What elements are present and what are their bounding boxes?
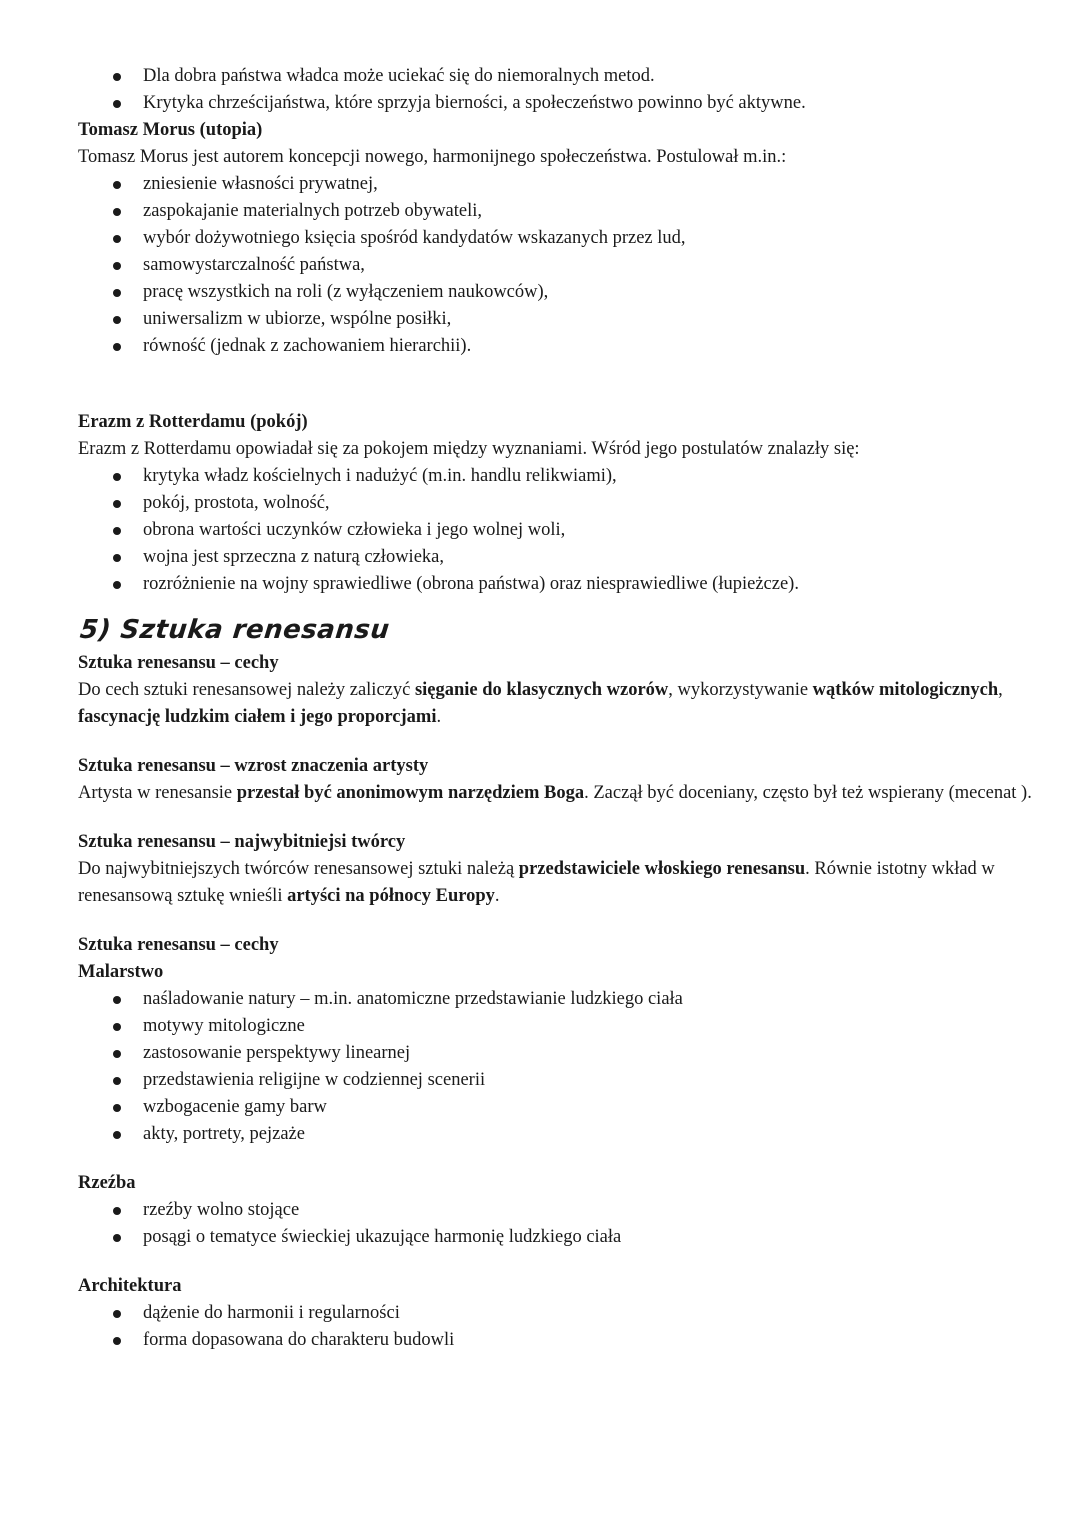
architektura-list (78, 1300, 1038, 1354)
erazm-list (78, 463, 1038, 598)
document-page (78, 63, 1038, 1354)
list-item: akty, portrety, pejzaże (78, 1121, 1038, 1148)
machiavelli-list (78, 63, 1038, 117)
list-item: pracę wszystkich na roli (z wyłączeniem naukowców), (78, 279, 1038, 306)
list-item: wojna jest sprzeczna z naturą człowieka, (78, 544, 1038, 571)
artysta-paragraph: Artysta w renesansie przestał być anonimowym narzędziem Boga. Zaczął być doceniany, często był też wspierany (mecenat ). (78, 783, 1032, 803)
rzezba-heading: Rzeźba (78, 1173, 136, 1193)
cechy2-heading: Sztuka renesansu – cechy (78, 935, 279, 955)
list-item: posągi o tematyce świeckiej ukazujące harmonię ludzkiego ciała (78, 1224, 1038, 1251)
list-item: obrona wartości uczynków człowieka i jego wolnej woli, (78, 517, 1038, 544)
cechy-heading: Sztuka renesansu – cechy (78, 653, 279, 673)
erazm-intro: Erazm z Rotterdamu opowiadał się za pokojem między wyznaniami. Wśród jego postulatów znalazły się: (78, 439, 860, 459)
list-item: Dla dobra państwa władca może uciekać się do niemoralnych metod. (78, 63, 1038, 90)
list-item: rozróżnienie na wojny sprawiedliwe (obrona państwa) oraz niesprawiedliwe (łupieżcze). (78, 571, 1038, 598)
list-item: samowystarczalność państwa, (78, 252, 1038, 279)
tworcy-heading: Sztuka renesansu – najwybitniejsi twórcy (78, 832, 406, 852)
artysta-heading: Sztuka renesansu – wzrost znaczenia artysty (78, 756, 429, 776)
rzezba-list (78, 1197, 1038, 1251)
morus-intro: Tomasz Morus jest autorem koncepcji nowego, harmonijnego społeczeństwa. Postulował m.in.: (78, 147, 787, 167)
list-item: dążenie do harmonii i regularności (78, 1300, 1038, 1327)
list-item: Krytyka chrześcijaństwa, które sprzyja bierności, a społeczeństwo powinno być aktywne. (78, 90, 1038, 117)
list-item: motywy mitologiczne (78, 1013, 1038, 1040)
list-item: równość (jednak z zachowaniem hierarchii). (78, 333, 1038, 360)
cechy-paragraph: Do cech sztuki renesansowej należy zaliczyć sięganie do klasycznych wzorów, wykorzystywanie wątków mitologicznych, fascynację ludzkim ciałem i jego proporcjami. (78, 680, 1003, 727)
list-item: zastosowanie perspektywy linearnej (78, 1040, 1038, 1067)
list-item: naśladowanie natury – m.in. anatomiczne przedstawianie ludzkiego ciała (78, 986, 1038, 1013)
list-item: zniesienie własności prywatnej, (78, 171, 1038, 198)
morus-list (78, 171, 1038, 360)
list-item: pokój, prostota, wolność, (78, 490, 1038, 517)
section-title: 5) Sztuka renesansu (78, 615, 392, 645)
morus-heading: Tomasz Morus (utopia) (78, 120, 263, 140)
list-item: rzeźby wolno stojące (78, 1197, 1038, 1224)
list-item: wybór dożywotniego księcia spośród kandydatów wskazanych przez lud, (78, 225, 1038, 252)
list-item: przedstawienia religijne w codziennej scenerii (78, 1067, 1038, 1094)
malarstwo-heading: Malarstwo (78, 962, 164, 982)
list-item: forma dopasowana do charakteru budowli (78, 1327, 1038, 1354)
erazm-heading: Erazm z Rotterdamu (pokój) (78, 412, 308, 432)
list-item: uniwersalizm w ubiorze, wspólne posiłki, (78, 306, 1038, 333)
architektura-heading: Architektura (78, 1276, 182, 1296)
list-item: wzbogacenie gamy barw (78, 1094, 1038, 1121)
list-item: zaspokajanie materialnych potrzeb obywateli, (78, 198, 1038, 225)
list-item: krytyka władz kościelnych i nadużyć (m.in. handlu relikwiami), (78, 463, 1038, 490)
malarstwo-list (78, 986, 1038, 1148)
tworcy-paragraph: Do najwybitniejszych twórców renesansowej sztuki należą przedstawiciele włoskiego renesansu. Równie istotny wkład w renesansową sztukę wnieśli artyści na północy Europy. (78, 859, 995, 906)
